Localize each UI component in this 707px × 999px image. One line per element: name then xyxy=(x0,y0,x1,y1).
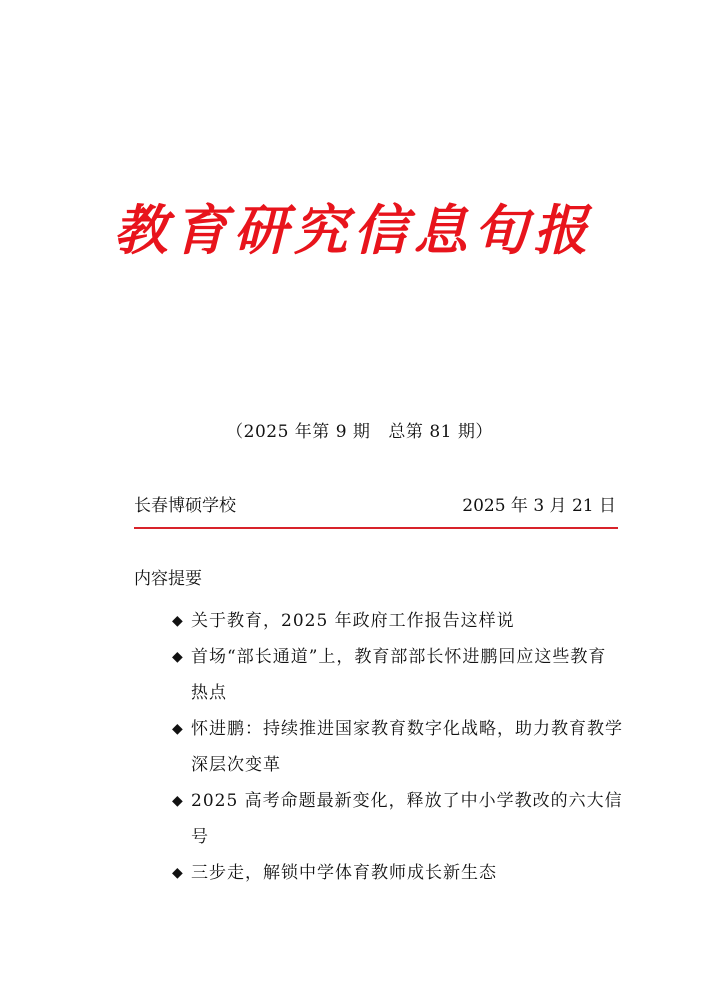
summary-item-text: 首场“部长通道”上，教育部部长怀进鹏回应这些教育热点 xyxy=(191,647,607,703)
issue-open-paren: （ xyxy=(226,422,244,442)
diamond-bullet-icon: ◆ xyxy=(172,865,184,881)
summary-list xyxy=(172,603,624,904)
summary-heading: 内容提要 xyxy=(134,569,202,589)
summary-item-text: 怀进鹏：持续推进国家教育数字化战略，助力教育教学深层次变革 xyxy=(191,719,623,775)
diamond-bullet-icon: ◆ xyxy=(172,649,184,665)
summary-item xyxy=(172,639,624,711)
summary-item xyxy=(172,711,624,783)
summary-item xyxy=(172,603,624,639)
newsletter-title: 教育研究信息旬报 xyxy=(113,198,594,262)
issue-current: 2025 年第 9 期 xyxy=(243,422,371,442)
summary-item-text: 2025 高考命题最新变化，释放了中小学教改的六大信号 xyxy=(191,791,623,847)
summary-item-text: 关于教育，2025 年政府工作报告这样说 xyxy=(191,611,515,631)
diamond-bullet-icon: ◆ xyxy=(172,613,184,629)
publication-date: 2025 年 3 月 21 日 xyxy=(462,496,616,516)
summary-item xyxy=(172,855,624,891)
diamond-bullet-icon: ◆ xyxy=(172,721,184,737)
diamond-bullet-icon: ◆ xyxy=(172,793,184,809)
issue-number xyxy=(0,420,707,444)
issue-total: 总第 81 期 xyxy=(388,422,476,442)
issue-close-paren: ） xyxy=(475,422,493,442)
summary-item-text: 三步走，解锁中学体育教师成长新生态 xyxy=(191,863,497,883)
summary-item xyxy=(172,783,624,855)
school-name: 长春博硕学校 xyxy=(134,496,236,516)
header-divider xyxy=(134,527,618,529)
